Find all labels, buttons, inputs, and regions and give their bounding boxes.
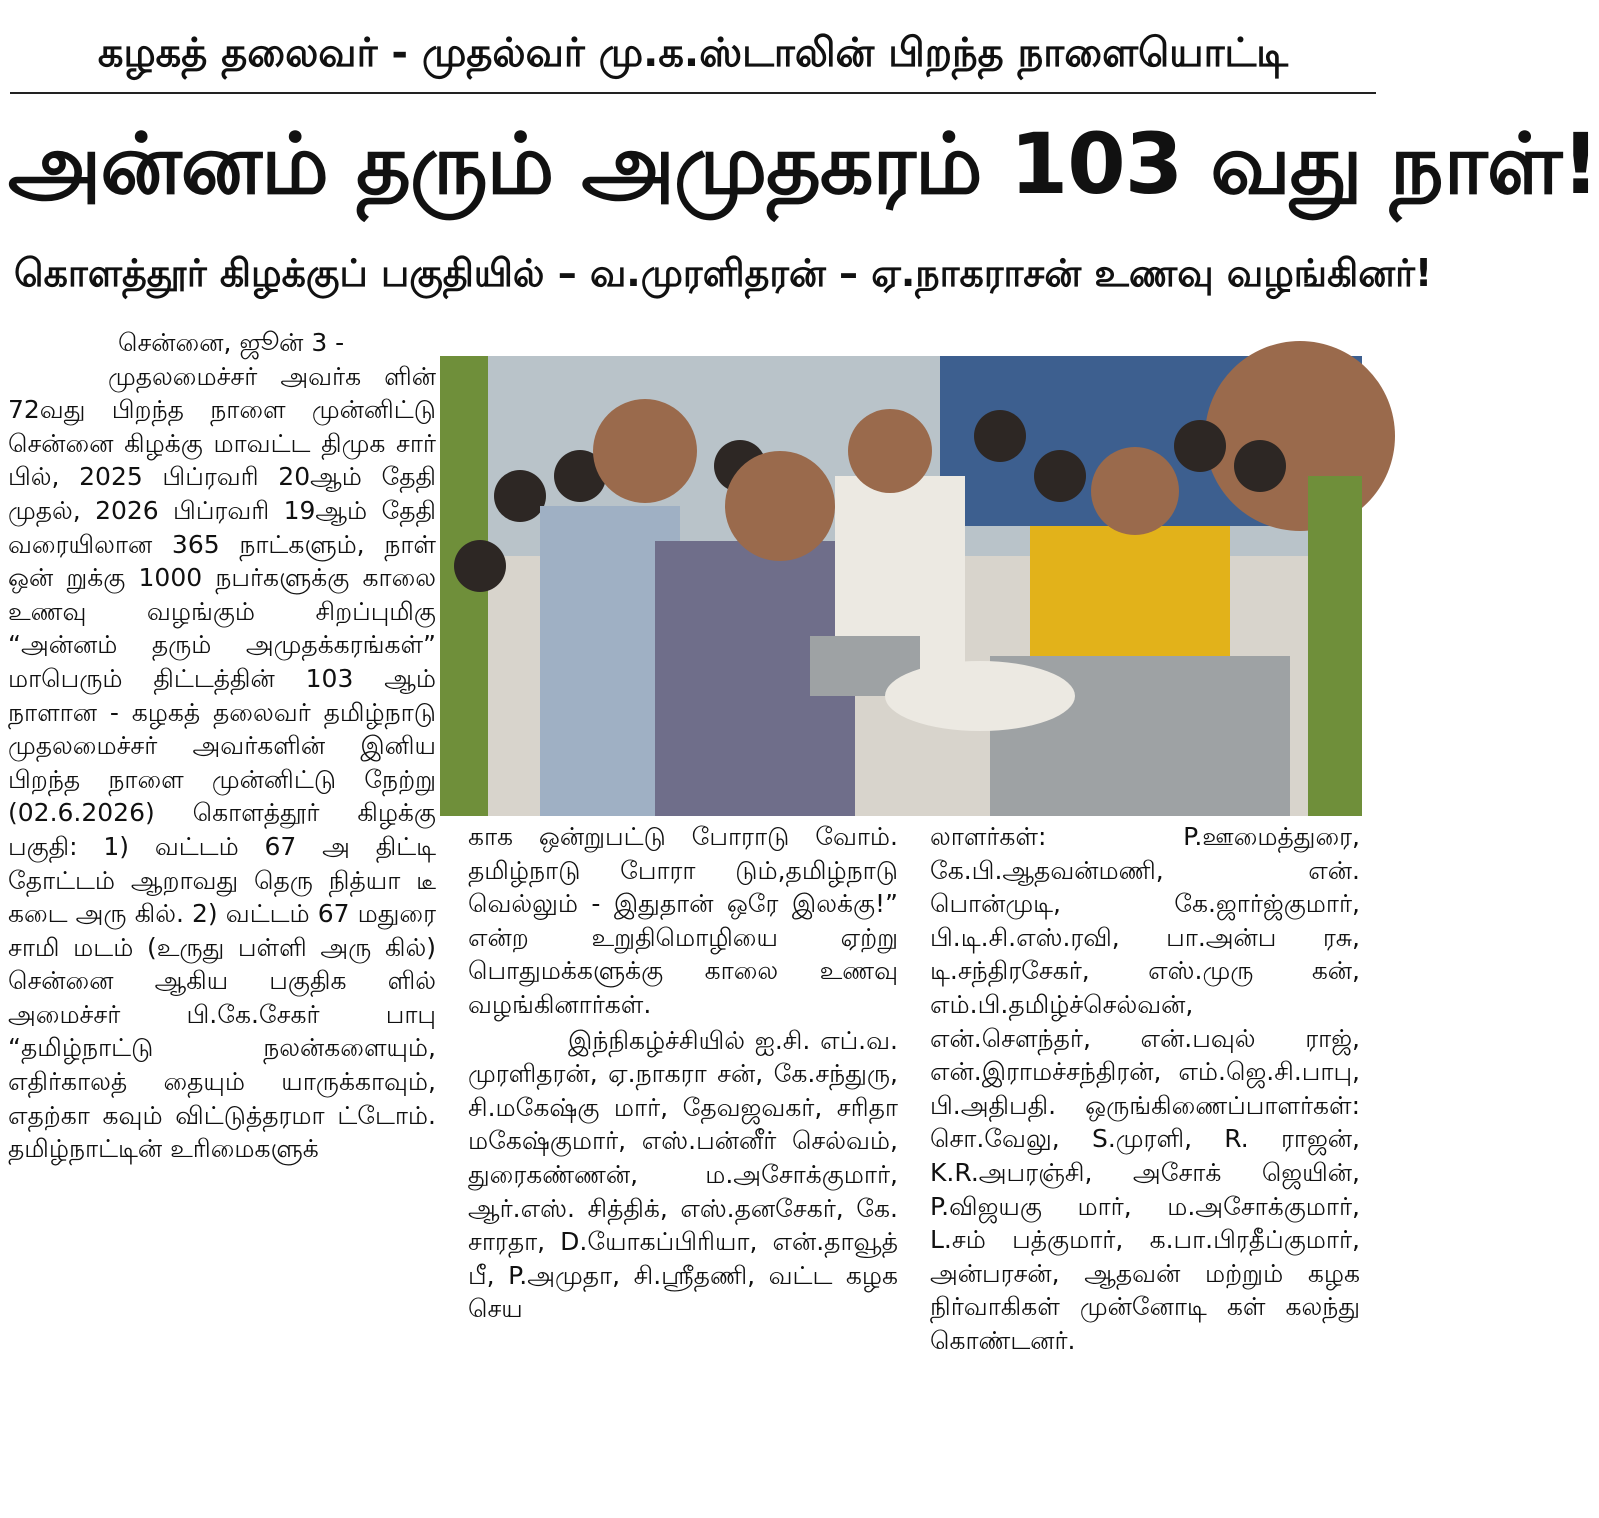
headline: அன்னம் தரும் அமுதகரம் 103 வது நாள்!	[8, 115, 1599, 213]
subheadline: கொளத்தூர் கிழக்குப் பகுதியில் – வ.முரளிதரன் – ஏ.நாகராசன் உணவு வழங்கினர்!	[14, 251, 1433, 295]
crowd-head	[1234, 440, 1286, 492]
crowd-head	[1034, 450, 1086, 502]
top-rule	[10, 92, 1376, 94]
article-column-2	[468, 820, 898, 1500]
article-paragraph: லாளர்கள்: P.ஊமைத்துரை, கே.பி.ஆதவன்மணி, என். பொன்முடி, கே.ஜார்ஜ்குமார், பி.டி.சி.எஸ்.ரவி, பா.அன்ப ரசு, டி.சந்திரசேகர், எஸ்.முரு கன், எம்.பி.தமிழ்ச்செல்வன், என்.சௌந்தர், என்.பவுல் ராஜ், என்.இராமச்சந்திரன், எம்.ஜெ.சி.பாபு, பி.அதிபதி. ஒருங்கிணைப்பாளர்கள்: சொ.வேலு, S.முரளி, R. ராஜன், K.R.அபரஞ்சி, அசோக் ஜெயின், P.விஜயகு மார், ம.அசோக்குமார், L.சம் பத்குமார், க.பா.பிரதீப்குமார், அன்பரசன், ஆதவன் மற்றும் கழக நிர்வாகிகள் முன்னோடி கள் கலந்து கொண்டனர்.	[930, 822, 1360, 1355]
article-column-1	[8, 326, 436, 1502]
crowd-head	[494, 470, 546, 522]
crowd-head	[1174, 420, 1226, 472]
article-column-3	[930, 820, 1360, 1500]
article-paragraph: இந்நிகழ்ச்சியில் ஐ.சி. எப்.வ. முரளிதரன், ஏ.நாகரா சன், கே.சந்துரு, சி.மகேஷ்கு மார், தேவஜவகர், சரிதா மகேஷ்குமார், எஸ்.பன்னீர் செல்வம், துரைகண்ணன், ம.அசோக்குமார், ஆர்.எஸ். சித்திக், எஸ்.தனசேகர், கே. சாரதா, D.யோகப்பிரியா, என்.தாவூத் பீ, P.அமுதா, சி.ஸ்ரீதணி, வட்ட கழக செய	[468, 1025, 898, 1324]
kicker: கழகத் தலைவர் - முதல்வர் மு.க.ஸ்டாலின் பிறந்த நாளையொட்டி	[97, 30, 1289, 76]
article-paragraph: முதலமைச்சர் அவர்க ளின் 72வது பிறந்த நாளை முன்னிட்டு சென்னை கிழக்கு மாவட்ட திமுக சார் பில், 2025 பிப்ரவரி 20ஆம் தேதி முதல், 2026 பிப்ரவரி 19ஆம் தேதி வரையிலான 365 நாட்களும், நாள் ஒன் றுக்கு 1000 நபர்களுக்கு காலை உணவு வழங்கும் சிறப்புமிகு “அன்னம் தரும் அமுதக்கரங்கள்” மாபெரும் திட்டத்தின் 103 ஆம் நாளான - கழகத் தலைவர் தமிழ்நாடு முதலமைச்சர் அவர்களின் இனிய பிறந்த நாளை முன்னிட்டு நேற்று (02.6.2026) கொளத்தூர் கிழக்கு பகுதி: 1) வட்டம் 67 அ திட்டி தோட்டம் ஆறாவது தெரு நித்யா டீ கடை அரு கில். 2) வட்டம் 67 மதுரை சாமி மடம் (உருது பள்ளி அரு கில்) சென்னை ஆகிய பகுதிக ளில் அமைச்சர் பி.கே.சேகர் பாபு “தமிழ்நாட்டு நலன்களையும், எதிர்காலத் தையும் யாருக்காவும், எதற்கா கவும் விட்டுத்தரமா ட்டோம். தமிழ்நாட்டின் உரிமைகளுக்	[8, 361, 436, 1164]
dateline: சென்னை, ஜூன் 3 -	[118, 328, 345, 357]
news-photo	[440, 356, 1362, 816]
article-paragraph: காக ஒன்றுபட்டு போராடு வோம். தமிழ்நாடு போரா டும்,தமிழ்நாடு வெல்லும் - இதுதான் ஒரே இலக்கு!” என்ற உறுதிமொழியை ஏற்று பொதுமக்களுக்கு காலை உணவு வழங்கினார்கள்.	[468, 822, 898, 1019]
photo-illustration	[440, 356, 1362, 816]
crowd-head	[454, 540, 506, 592]
crowd-head	[974, 410, 1026, 462]
